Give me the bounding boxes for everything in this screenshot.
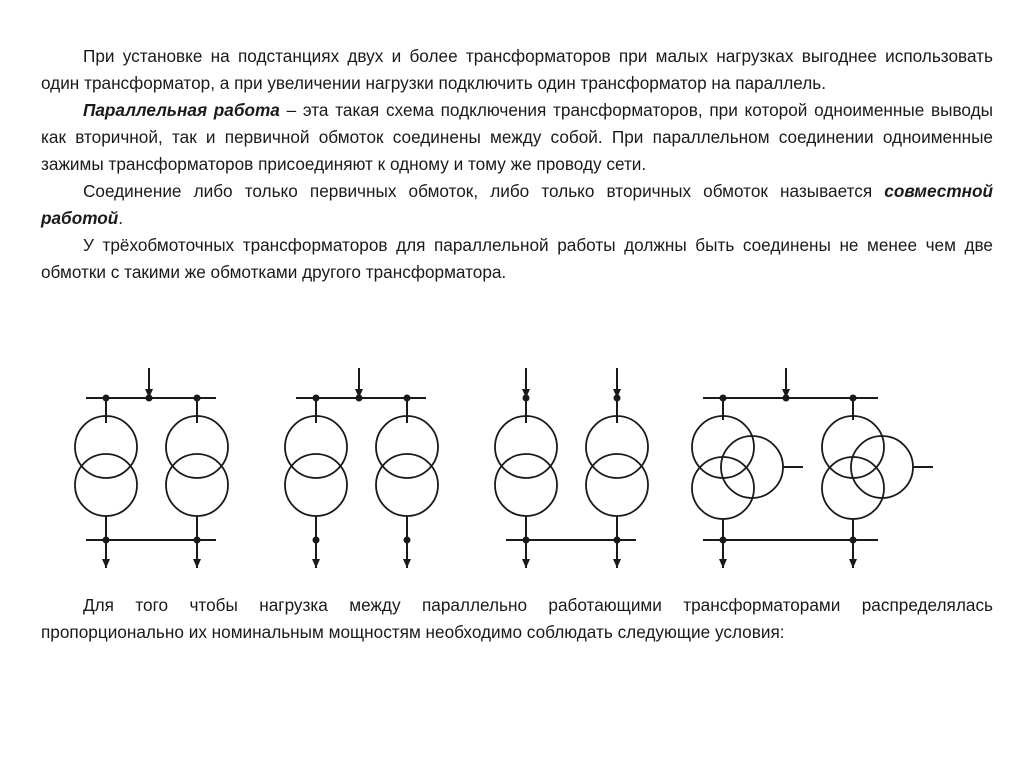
transformer-3a [495, 416, 557, 516]
top-text [41, 43, 993, 286]
paragraph-parallel-text: – эта такая схема подключения трансформаторов, при которой одноименные выводы как вторичной, так и первичной обмоток соединены между собой. При параллельном соединении одноименные зажимы трансформаторов присоединяют к одному и тому же проводу сети. [41, 100, 993, 174]
transformer-1b [166, 416, 228, 516]
paragraph-joint-definition [41, 178, 993, 232]
diagram-three-winding-parallel [692, 368, 933, 568]
transformer-4a [692, 416, 803, 519]
term-joint-operation: совместной работой [41, 181, 993, 228]
transformer-4b [822, 416, 933, 519]
transformer-2b [376, 416, 438, 516]
paragraph-joint-text: Соединение либо только первичных обмоток, либо только вторичных обмоток называется [83, 181, 885, 201]
diagram-secondary-common [495, 368, 648, 568]
transformer-1a [75, 416, 137, 516]
paragraph-conditions: Для того чтобы нагрузка между параллельно работающими трансформаторами распределялась пропорционально их номинальным мощностям необходимо соблюдать следующие условия: [41, 595, 993, 642]
paragraph-joint-end: . [118, 208, 124, 228]
term-parallel-operation: Параллельная работа [83, 100, 280, 120]
paragraph-parallel-definition [41, 97, 993, 178]
paragraph-three-winding: У трёхобмоточных трансформаторов для параллельной работы должны быть соединены не менее чем две обмотки с такими же обмотками другого трансформатора. [41, 235, 993, 282]
diagram-both-windings-parallel [75, 368, 228, 568]
transformer-connection-diagrams [0, 360, 1024, 580]
bottom-text [41, 592, 993, 646]
paragraph-intro: При установке на подстанциях двух и более трансформаторов при малых нагрузках выгоднее использовать один трансформатор, а при увеличении нагрузки подключить один трансформатор на параллель. [41, 46, 993, 93]
diagram-primary-common [285, 368, 438, 568]
transformer-3b [586, 416, 648, 516]
transformer-2a [285, 416, 347, 516]
